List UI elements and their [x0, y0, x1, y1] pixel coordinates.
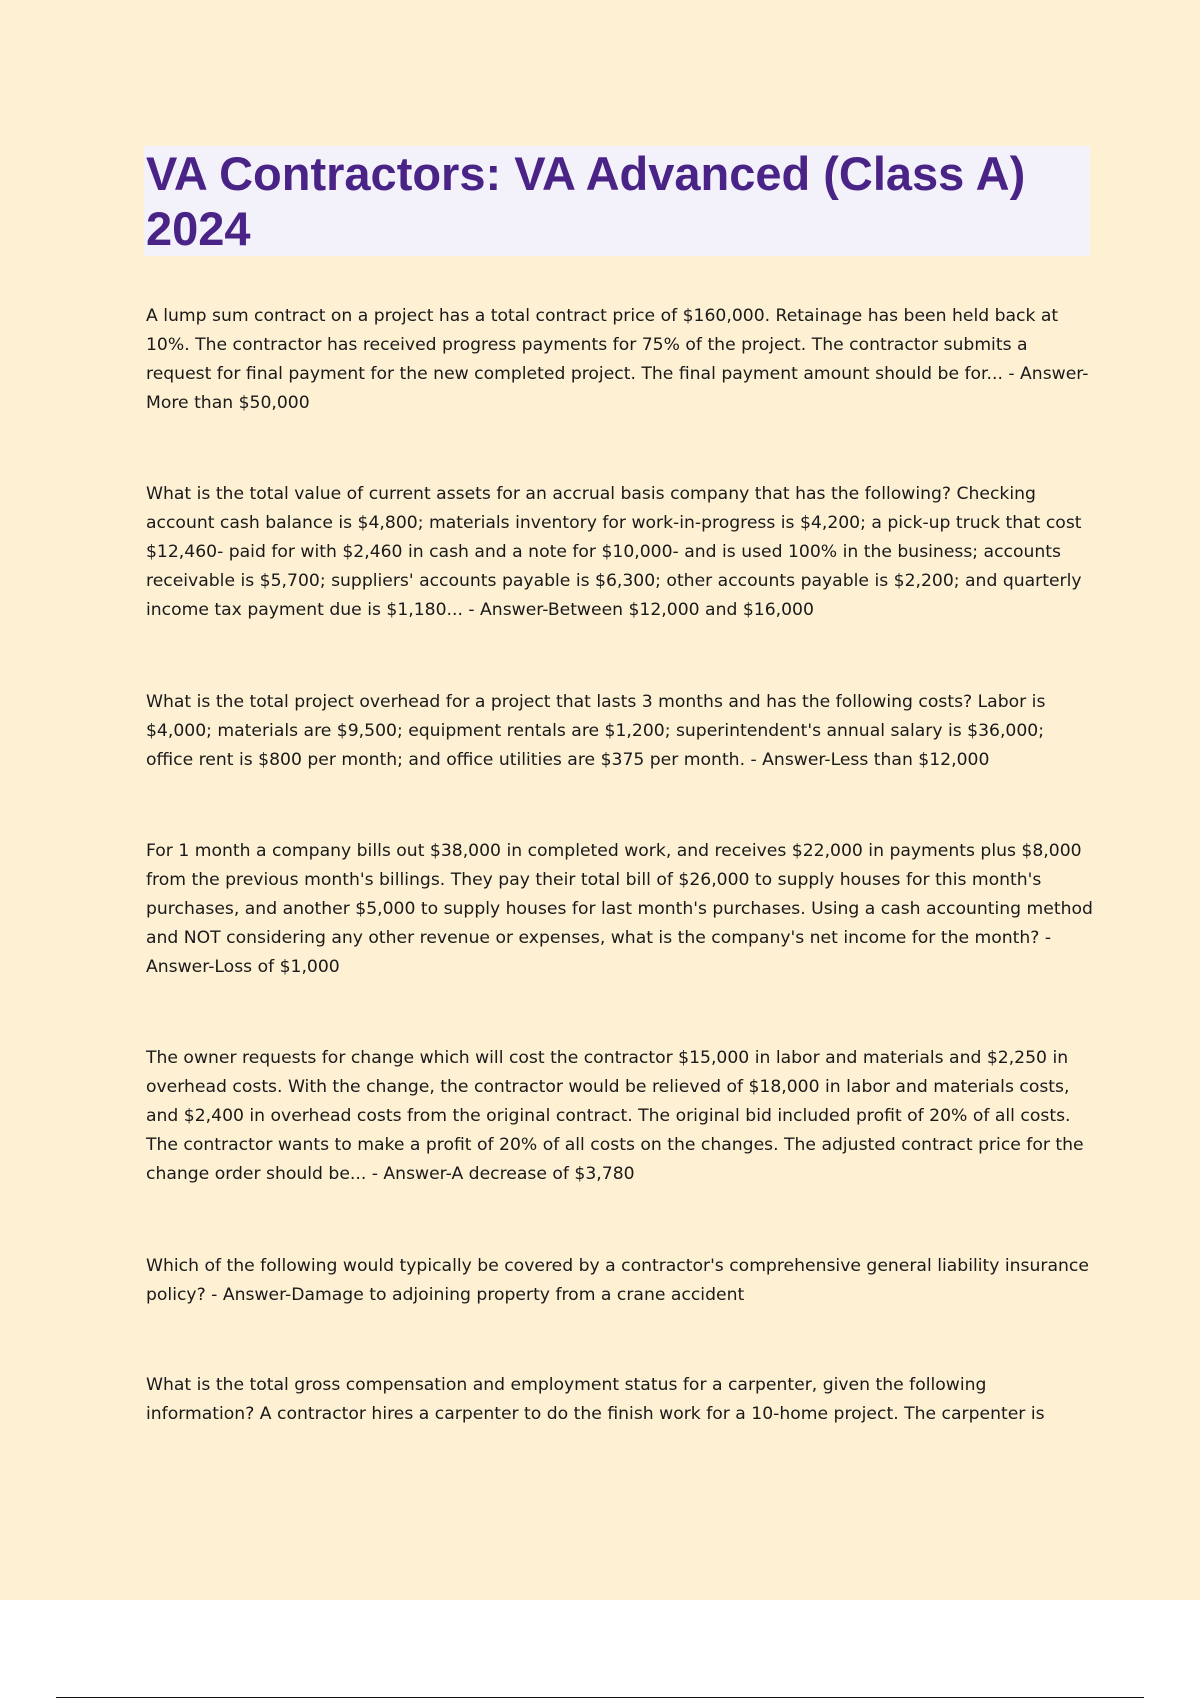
qa-entry-5: The owner requests for change which will cost the contractor $15,000 in labor and materials and $2,250 in overhead costs. With the change, the contractor would be relieved of $18,000 in labor and materials costs, and $2,400 in overhead costs from the original contract. The original bid included profit of 20% of all costs. The contractor wants to make a profit of 20% of all costs on the changes. The adjusted contract price for the change order should be... - Answer-A decrease of $3,780 — [146, 1048, 1084, 1184]
qa-entry-3: What is the total project overhead for a project that lasts 3 months and has the following costs? Labor is $4,000; materials are $9,500; equipment rentals are $1,200; superintendent's annual salary is $36,000; office rent is $800 per month; and office utilities are $375 per month. - Answer-Less than $12,000 — [146, 692, 1046, 770]
qa-entry-6: Which of the following would typically be covered by a contractor's comprehensive general liability insurance policy? - Answer-Damage to adjoining property from a crane accident — [146, 1256, 1089, 1305]
qa-entry-4: For 1 month a company bills out $38,000 in completed work, and receives $22,000 in payments plus $8,000 from the previous month's billings. They pay their total bill of $26,000 to supply houses for this month's purchases, and another $5,000 to supply houses for last month's purchases. Using a cash accounting method and NOT considering any other revenue or expenses, what is the company's net income for the month? - Answer-Loss of $1,000 — [146, 841, 1093, 977]
footer-divider — [56, 1697, 1144, 1698]
qa-entry-1: A lump sum contract on a project has a total contract price of $160,000. Retainage has been held back at 10%. The contractor has received progress payments for 75% of the project. The contractor submits a request for final payment for the new completed project. The final payment amount should be for... - Answer-More than $50,000 — [146, 306, 1089, 413]
title-banner — [144, 146, 1090, 256]
qa-entry-7: What is the total gross compensation and employment status for a carpenter, given the following information? A contractor hires a carpenter to do the finish work for a 10-home project. The carpenter is — [146, 1375, 1045, 1424]
document-title: VA Contractors: VA Advanced (Class A) 2024 — [146, 147, 1026, 255]
qa-entry-2: What is the total value of current assets for an accrual basis company that has the following? Checking account cash balance is $4,800; materials inventory for work-in-progress is $4,200; a pick-up truck that cost $12,460- paid for with $2,460 in cash and a note for $10,000- and is used 100% in the business; accounts receivable is $5,700; suppliers' accounts payable is $6,300; other accounts payable is $2,200; and quarterly income tax payment due is $1,180... - Answer-Between $12,000 and $16,000 — [146, 484, 1082, 620]
